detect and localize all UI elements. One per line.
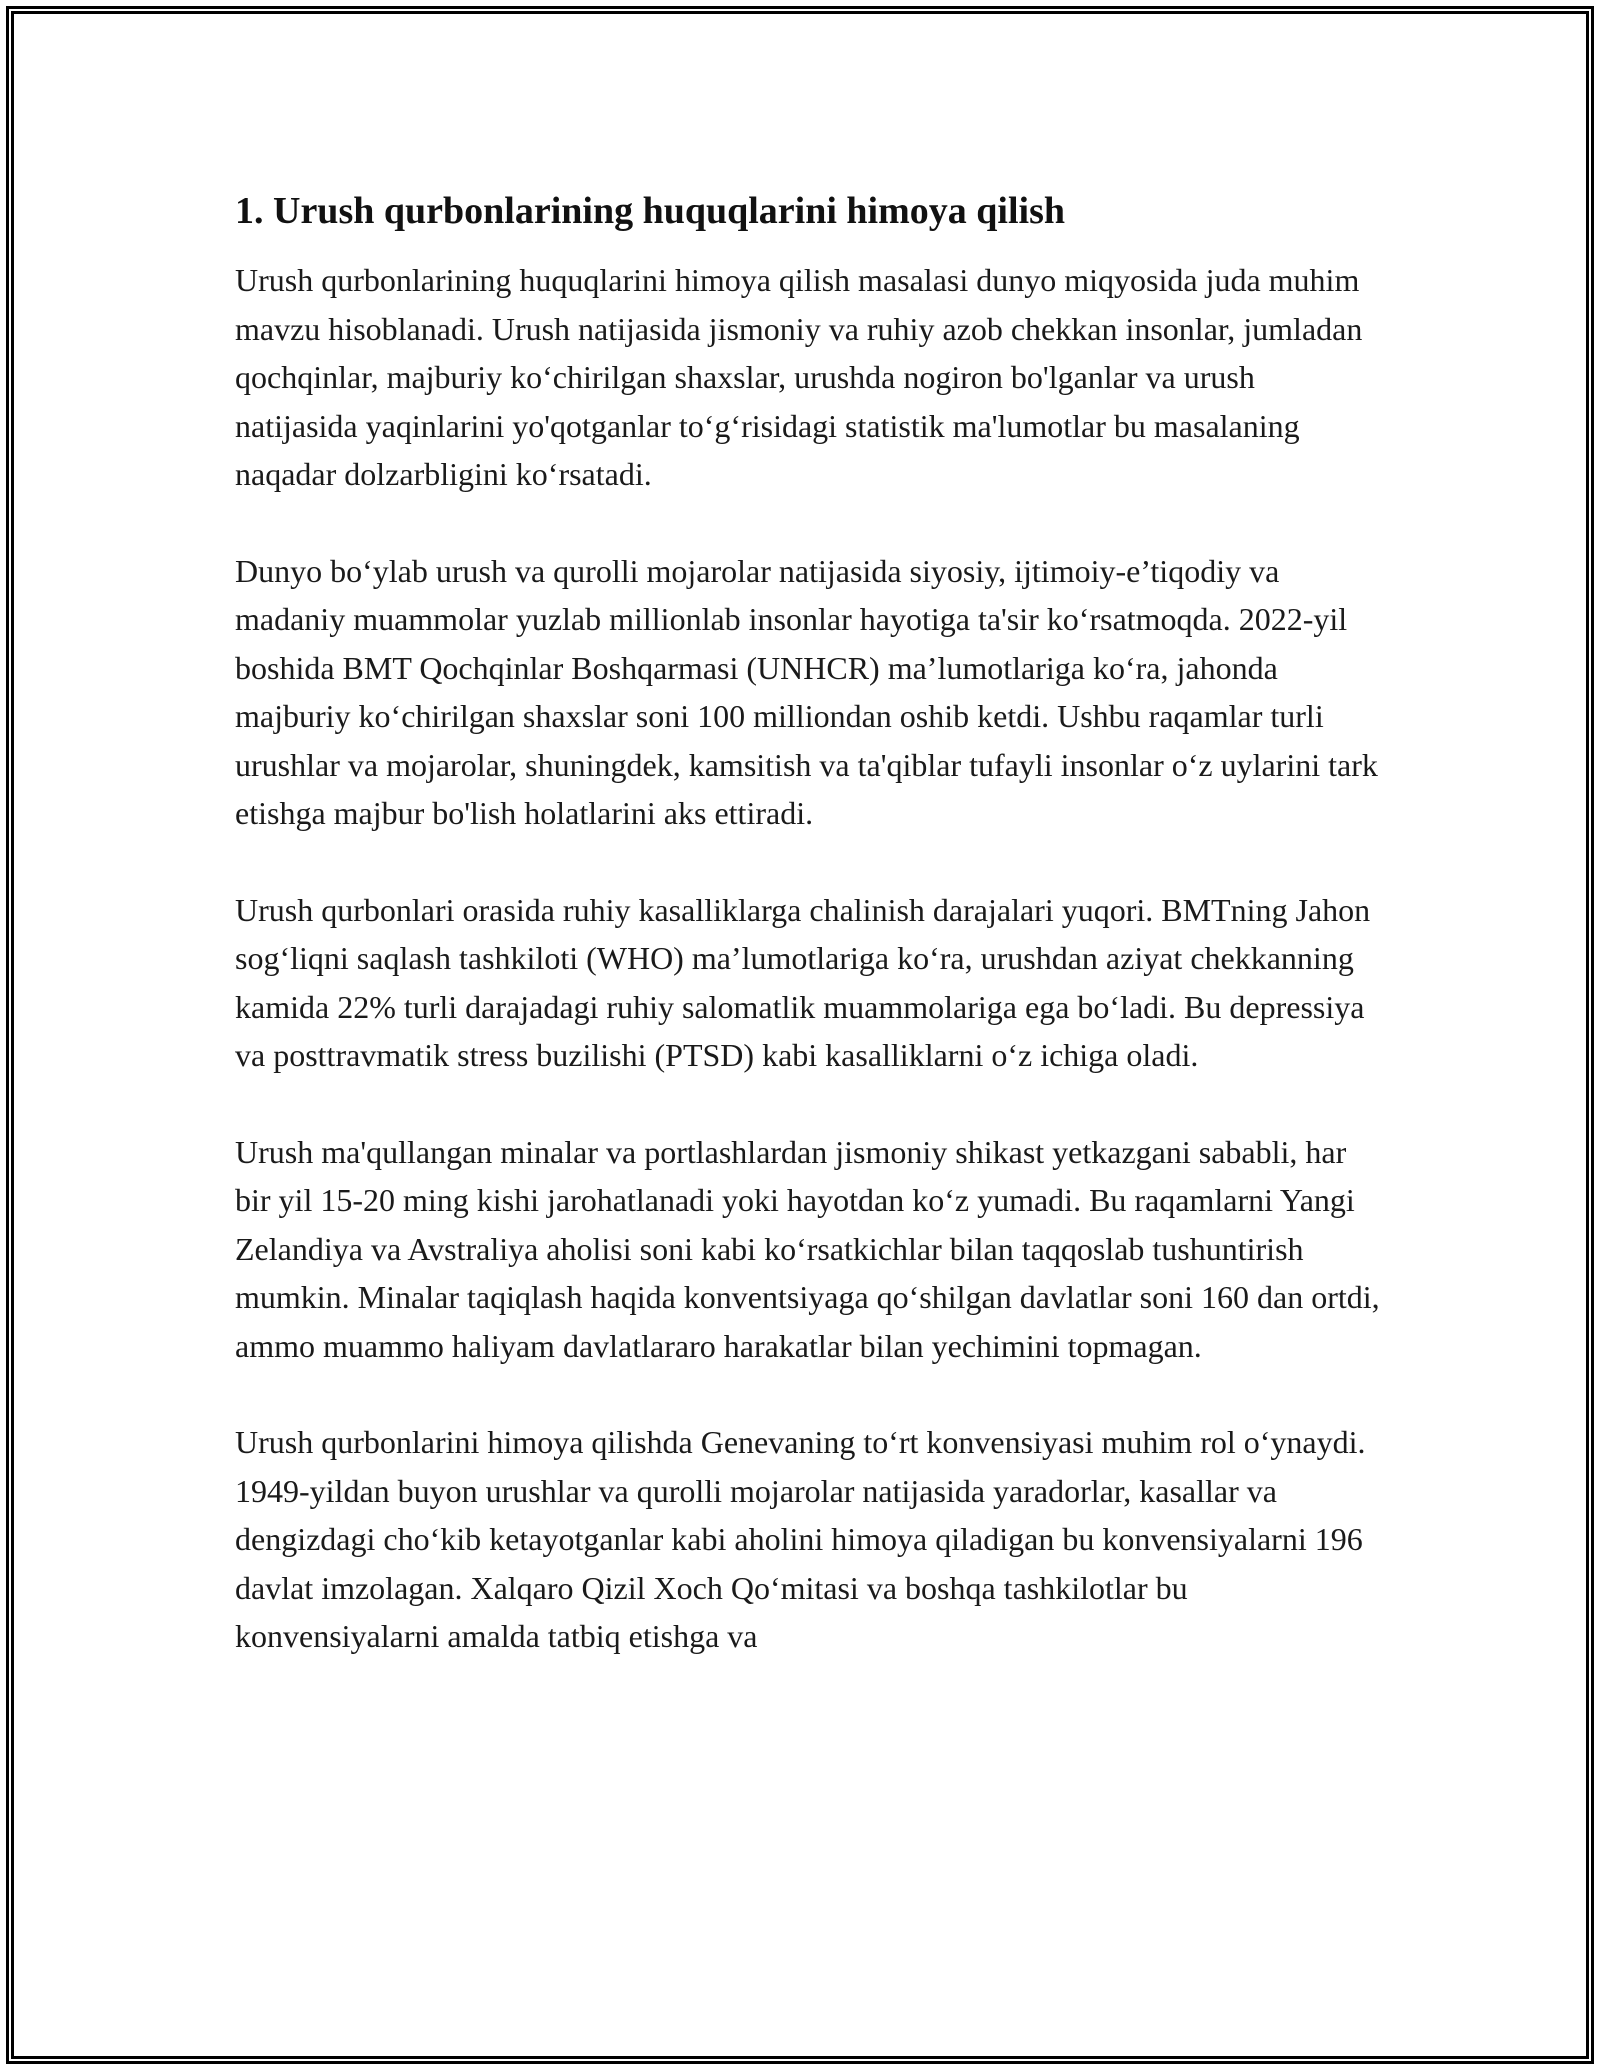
paragraph-3: Urush qurbonlari orasida ruhiy kasalliklarga chalinish darajalari yuqori. BMTning Jahon sog‘liqni saqlash tashkiloti (WHO) ma’lumotlariga ko‘ra, urushdan aziyat chekkanning kamida 22% turli darajadagi ruhiy salomatlik muammolariga ega bo‘ladi. Bu depressiya va posttravmatik stress buzilishi (PTSD) kabi kasalliklarni o‘z ichiga oladi.: [235, 891, 1371, 1073]
section-heading: 1. Urush qurbonlarining huquqlarini himoya qilish: [235, 190, 1065, 232]
paragraph-5: Urush qurbonlarini himoya qilishda Genevaning to‘rt konvensiyasi muhim rol o‘ynaydi. 1949-yildan buyon urushlar va qurolli mojarolar natijasida yaradorlar, kasallar va dengizdagi cho‘kib ketayotganlar kabi aholini himoya qiladigan bu konvensiyalarni 196 davlat imzolagan. Xalqaro Qizil Xoch Qo‘mitasi va boshqa tashkilotlar bu konvensiyalarni amalda tatbiq etishga va: [235, 1424, 1366, 1654]
paragraph-1: Urush qurbonlarining huquqlarini himoya qilish masalasi dunyo miqyosida juda muhim mavzu hisoblanadi. Urush natijasida jismoniy va ruhiy azob chekkan insonlar, jumladan qochqinlar, majburiy ko‘chirilgan shaxslar, urushda nogiron bo'lganlar va urush natijasida yaqinlarini yo'qotganlar to‘g‘risidagi statistik ma'lumotlar bu masalaning naqadar dolzarbligini ko‘rsatadi.: [235, 262, 1363, 492]
paragraph-4: Urush ma'qullangan minalar va portlashlardan jismoniy shikast yetkazgani sababli, har bir yil 15-20 ming kishi jarohatlanadi yoki hayotdan ko‘z yumadi. Bu raqamlarni Yangi Zelandiya va Avstraliya aholisi soni kabi ko‘rsatkichlar bilan taqqoslab tushuntirish mumkin. Minalar taqiqlash haqida konventsiyaga qo‘shilgan davlatlar soni 160 dan ortdi, ammo muammo haliyam davlatlararo harakatlar bilan yechimini topmagan.: [235, 1133, 1380, 1364]
paragraph-2: Dunyo bo‘ylab urush va qurolli mojarolar natijasida siyosiy, ijtimoiy-e’tiqodiy va madaniy muammolar yuzlab millionlab insonlar hayotiga ta'sir ko‘rsatmoqda. 2022-yil boshida BMT Qochqinlar Boshqarmasi (UNHCR) ma’lumotlariga ko‘ra, jahonda majburiy ko‘chirilgan shaxslar soni 100 milliondan oshib ketdi. Ushbu raqamlar turli urushlar va mojarolar, shuningdek, kamsitish va ta'qiblar tufayli insonlar o‘z uylarini tark etishga majbur bo'lish holatlarini aks ettiradi.: [235, 552, 1378, 831]
document-body: [235, 186, 1385, 1709]
